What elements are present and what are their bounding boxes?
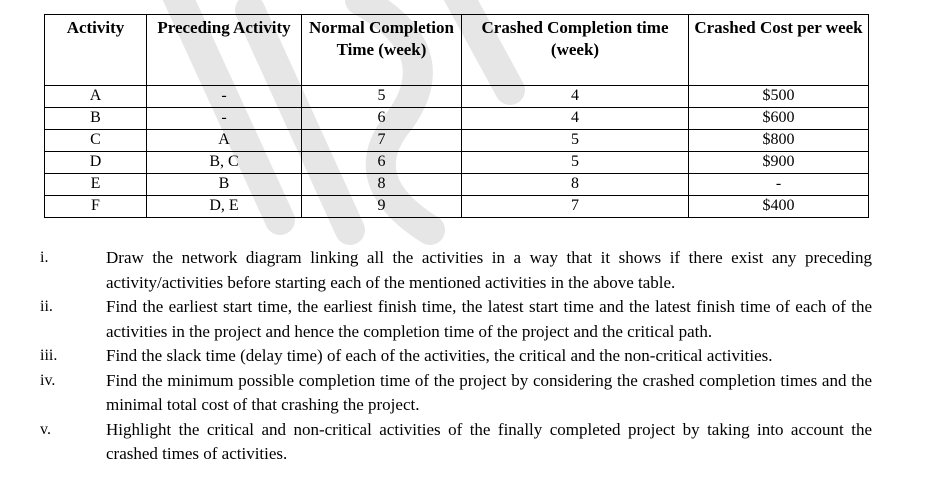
cell-normal-time: 6: [302, 108, 462, 130]
question-number: i.: [40, 249, 49, 266]
cell-activity: F: [45, 196, 147, 218]
cell-activity: E: [45, 174, 147, 196]
question-text: Find the minimum possible completion time of the project by considering the crashed completion times and the minimal total cost of that crashing the project.: [106, 370, 872, 414]
header-crashed-cost: Crashed Cost per week: [689, 15, 869, 86]
cell-normal-time: 5: [302, 86, 462, 108]
cell-activity: B: [45, 108, 147, 130]
cell-normal-time: 6: [302, 152, 462, 174]
cell-crashed-cost: $800: [689, 130, 869, 152]
header-crashed-completion-time: Crashed Completion time (week): [462, 15, 689, 86]
cell-crashed-cost: $600: [689, 108, 869, 130]
cell-preceding: D, E: [147, 196, 302, 218]
question-item: [40, 246, 872, 295]
cell-preceding: -: [147, 108, 302, 130]
question-text: Draw the network diagram linking all the activities in a way that it shows if there exist any preceding activity/activities before starting each of the mentioned activities in the above table.: [106, 248, 872, 292]
question-number: v.: [40, 420, 51, 438]
cell-normal-time: 9: [302, 196, 462, 218]
table-row: [45, 174, 869, 196]
table-row: [45, 86, 869, 108]
cell-preceding: B, C: [147, 152, 302, 174]
header-normal-completion-time: Normal Completion Time (week): [302, 15, 462, 86]
table-row: [45, 196, 869, 218]
cell-activity: A: [45, 86, 147, 108]
cell-preceding: A: [147, 130, 302, 152]
cell-crashed-time: 4: [462, 108, 689, 130]
table-row: [45, 108, 869, 130]
table-header-row: [45, 15, 869, 86]
table-row: [45, 152, 869, 174]
question-text: Highlight the critical and non-critical activities of the finally completed project by taking into account the crashed times of activities.: [106, 419, 872, 463]
question-number: iv.: [40, 371, 56, 389]
question-text: Find the slack time (delay time) of each of the activities, the critical and the non-critical activities.: [106, 346, 773, 365]
question-number: iii.: [40, 347, 58, 364]
cell-activity: D: [45, 152, 147, 174]
cell-normal-time: 7: [302, 130, 462, 152]
cell-crashed-cost: $400: [689, 196, 869, 218]
table-row: [45, 130, 869, 152]
question-text: Find the earliest start time, the earliest finish time, the latest start time and the latest finish time of each of the activities in the project and hence the completion time of the project and the critical path.: [106, 297, 872, 341]
cell-normal-time: 8: [302, 174, 462, 196]
cell-activity: C: [45, 130, 147, 152]
cell-crashed-time: 4: [462, 86, 689, 108]
cell-crashed-cost: -: [689, 174, 869, 196]
header-preceding-activity: Preceding Activity: [147, 15, 302, 86]
question-item: [40, 418, 872, 467]
cell-crashed-time: 5: [462, 130, 689, 152]
header-activity: Activity: [45, 15, 147, 86]
cell-crashed-cost: $500: [689, 86, 869, 108]
question-number: ii.: [40, 298, 53, 315]
cell-preceding: -: [147, 86, 302, 108]
question-list: [40, 246, 872, 467]
cell-crashed-time: 5: [462, 152, 689, 174]
question-item: [40, 344, 872, 369]
cell-crashed-time: 7: [462, 196, 689, 218]
question-item: [40, 295, 872, 344]
cell-preceding: B: [147, 174, 302, 196]
question-item: [40, 369, 872, 418]
cell-crashed-time: 8: [462, 174, 689, 196]
activity-table: [44, 14, 869, 218]
cell-crashed-cost: $900: [689, 152, 869, 174]
